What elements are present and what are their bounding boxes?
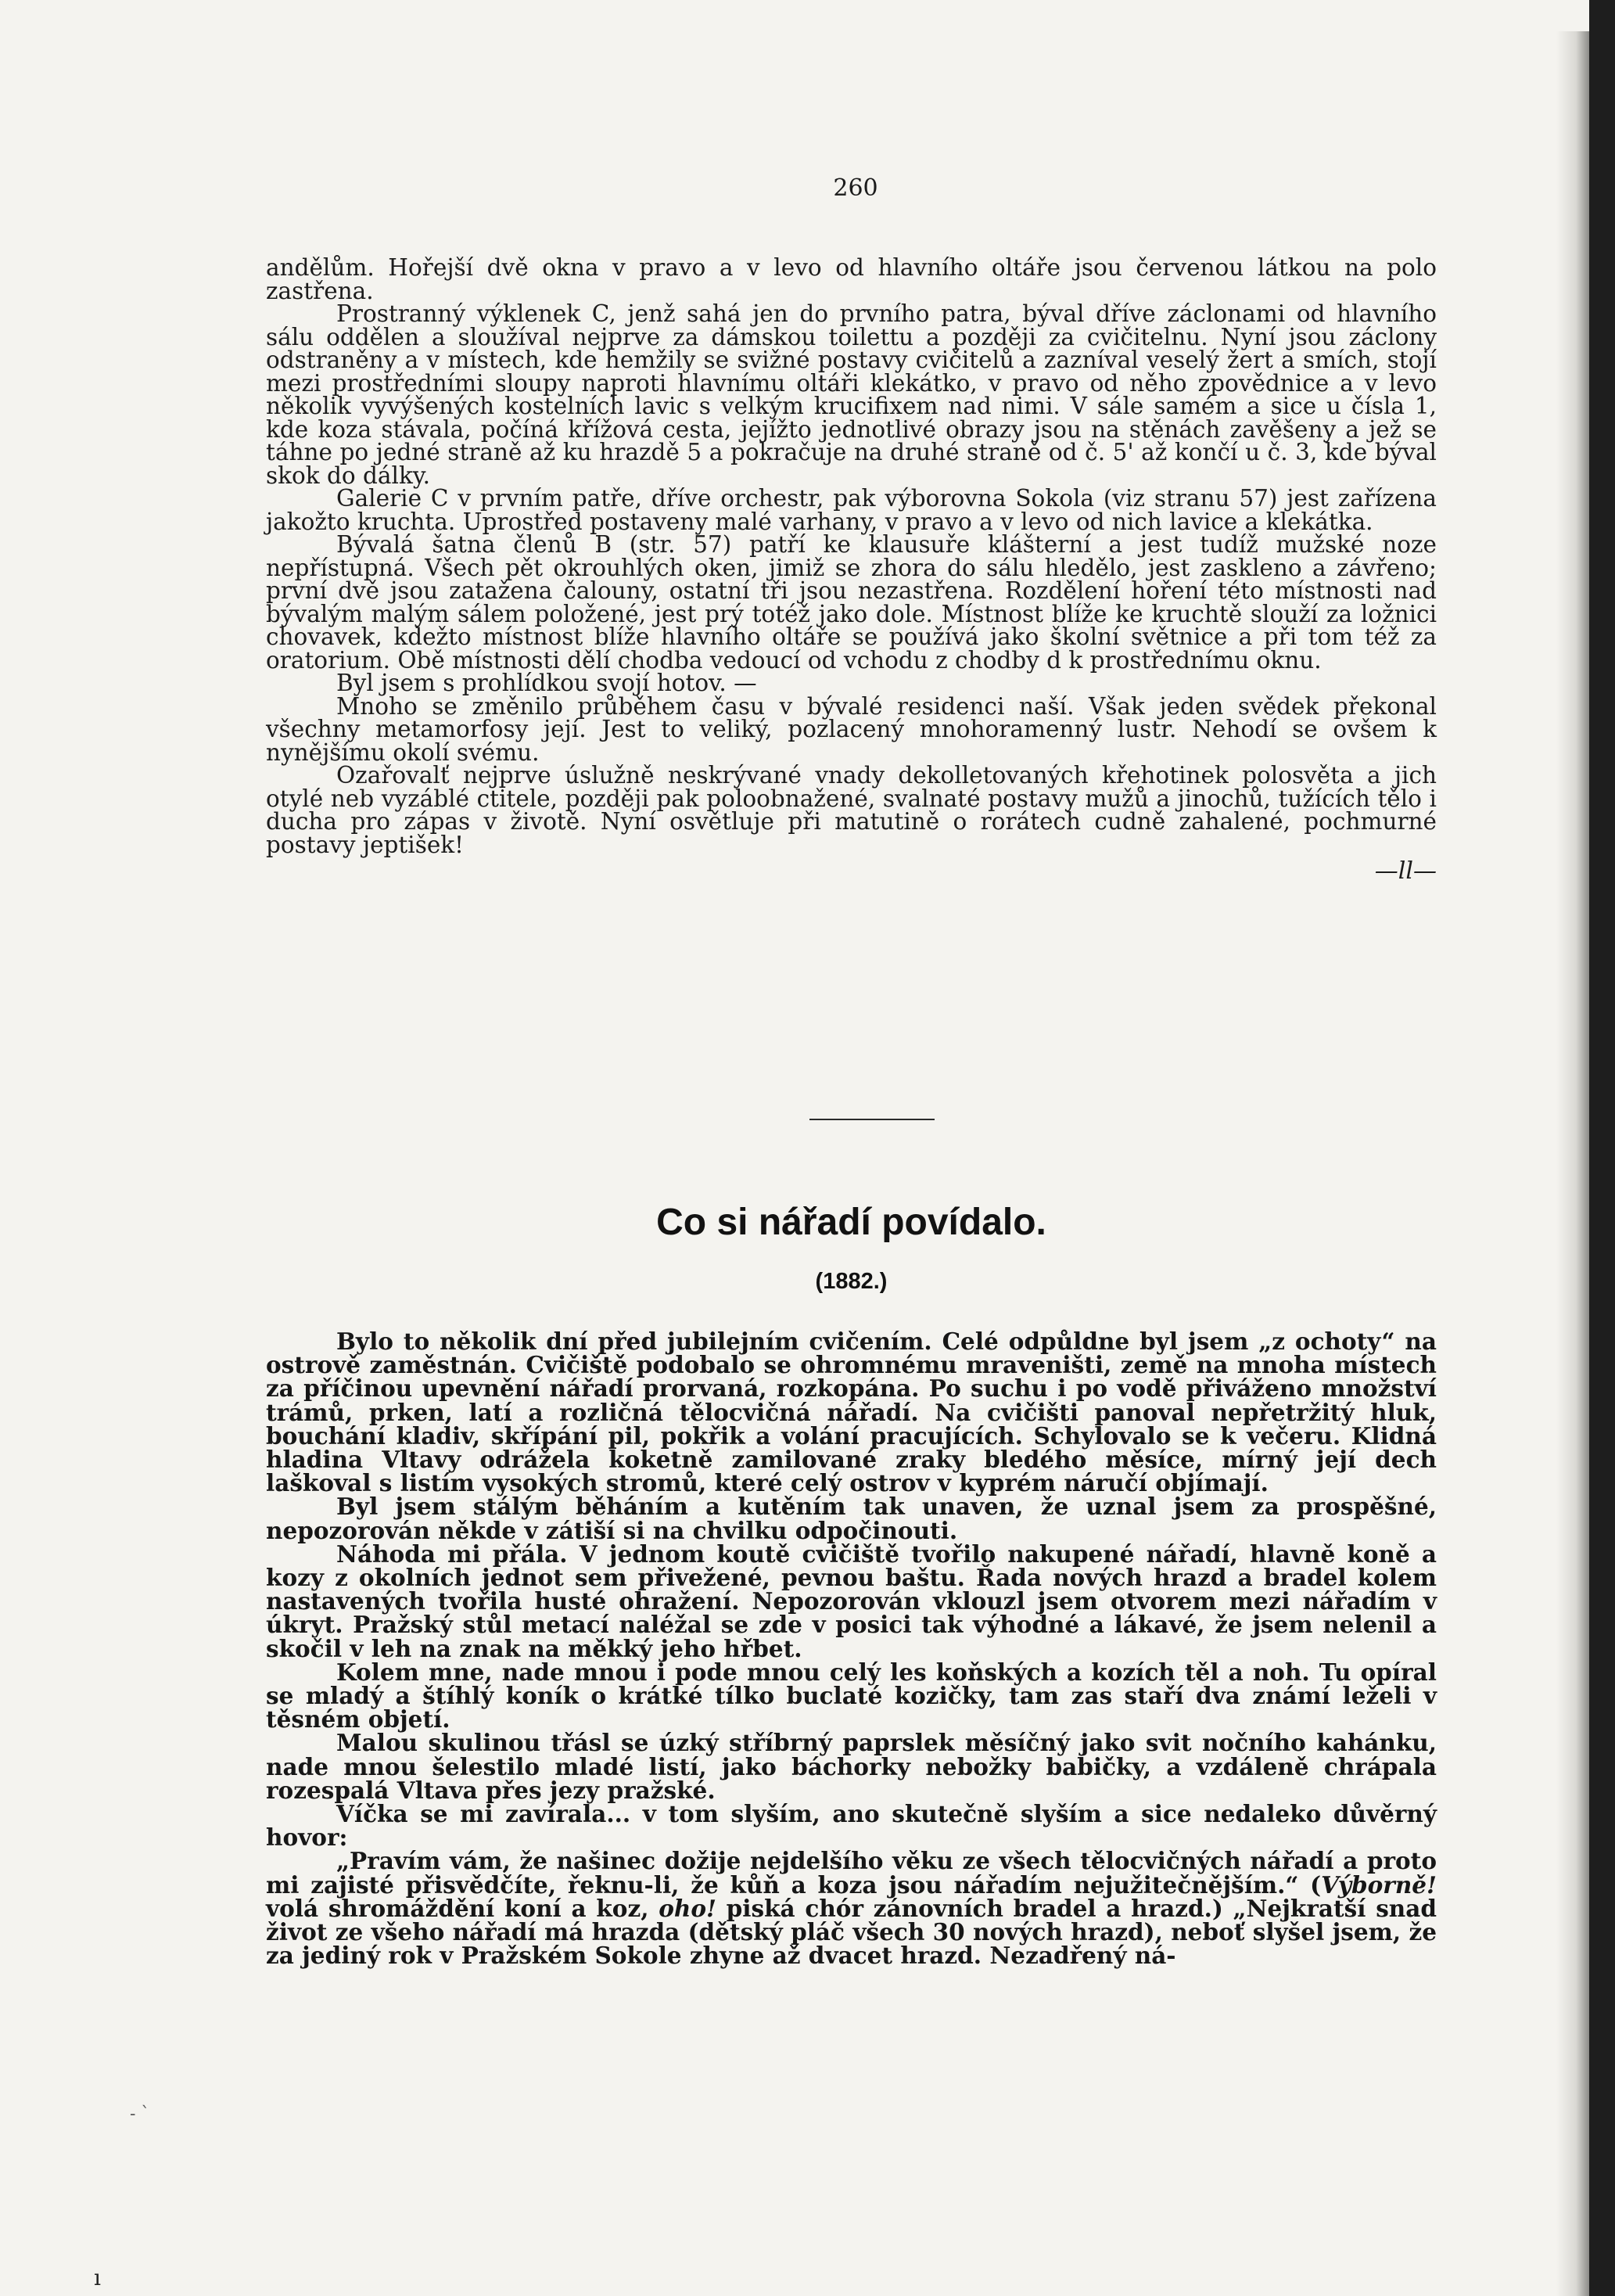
section-divider: [809, 1119, 935, 1120]
dialogue-text: volá shromáždění koní a koz,: [266, 1894, 659, 1922]
dialogue-text: „Pravím vám, že našinec dožije nejdelšího věku ze všech tělocvičných nářadí a proto mi zajisté přisvědčíte, řeknu-li, že kůň a koza jsou nářadím nejužitečnějším.“ (: [266, 1847, 1437, 1899]
paragraph: Byl jsem stálým běháním a kutěním tak unaven, že uznal jsem za prospěšné, nepozorován někde v zátiší si na chvilku odpočinouti.: [266, 1493, 1437, 1544]
paragraph: Galerie C v prvním patře, dříve orchestr, pak výborovna Sokola (viz stranu 57) jest zařízena jakožto kruchta. Uprostřed postaveny malé varhany, v pravo a v levo od nich lavice a klekátka.: [266, 485, 1437, 535]
paragraph: Mnoho se změnilo průběhem času v bývalé residenci naší. Však jeden svědek překonal všechny metamorfosy její. Jest to veliký, pozlacený mnohoramenný lustr. Nehodí se ovšem k nynějšímu okolí svému.: [266, 692, 1437, 766]
paragraph: Bylo to několik dní před jubilejním cvičením. Celé odpůldne byl jsem „z ochoty“ na ostrově zaměstnán. Cvičiště podobalo se ohromnému mraveništi, země na mnoha místech za příčinou upevnění nářadí prorvaná, rozkopána. Po suchu i po vodě přiváženo množství trámů, prken, latí a rozličná tělocvičná nářadí. Na cvičišti panoval nepřetržitý hluk, bouchání kladiv, skřípání pil, pokřik a volání pracujících. Schylovalo se k večeru. Klidná hladina Vltavy odrážela koketně zamilované zraky bledého měsíce, mírný její dech laškoval s listím vysokých stromů, které celý ostrov v kyprém náručí objímají.: [266, 1328, 1437, 1497]
section-two-text: [266, 1328, 1437, 1970]
dialogue-exclamation: oho!: [659, 1894, 716, 1922]
page-number: 260: [833, 174, 878, 202]
paragraph: Byl jsem s prohlídkou svojí hotov. —: [336, 670, 757, 696]
paragraph: Ozařovalť nejprve úslužně neskrývané vnady dekolletovaných křehotinek polosvěta a jich otylé neb vyzáblé ctitele, později pak poloobnažené, svalnaté postavy mužů a jinochů, tužících tělo i ducha pro zápas v životě. Nyní osvětluje při matutině o rorátech cudně zahalené, pochmurné postavy jeptišek!: [266, 762, 1437, 858]
paragraph-dialogue: [266, 1847, 1437, 1970]
paragraph: Bývalá šatna členů B (str. 57) patří ke klausuře klášterní a jest tudíž mužské noze nepřístupná. Všech pět okrouhlých oken, jimiž se zhora do sálu hledělo, jest zaskleno a závřeno; první dvě jsou zatažena čalouny, ostatní tři jsou nezastřena. Rozdělení hoření této místnosti nad bývalým malým sálem položené, jest prý totéž jako dole. Místnost blíže ke kruchtě slouží za ložnici chovavek, kdežto místnost blíže hlavního oltáře se používá jako školní světnice a při tom též za oratorium. Obě místnosti dělí chodba vedoucí od vchodu z chodby d k prostřednímu oknu.: [266, 531, 1437, 674]
author-signature: —ll—: [1374, 857, 1437, 885]
article-title: Co si nářadí povídalo.: [656, 1202, 1046, 1243]
paragraph: Kolem mne, nade mnou i pode mnou celý les koňských a kozích těl a noh. Tu opíral se mladý a štíhlý koník o krátké tílko buclaté kozičky, tam zas staří dva známí leželi v těsném objetí.: [266, 1658, 1437, 1734]
paragraph: andělům. Hořejší dvě okna v pravo a v levo od hlavního oltáře jsou červenou látkou na polo zastřena.: [266, 254, 1437, 304]
scanner-edge: [1589, 0, 1615, 2296]
scan-speck: ı: [94, 2265, 101, 2291]
page-edge-shadow: [1556, 31, 1589, 2296]
paragraph: Náhoda mi přála. V jednom koutě cvičiště tvořilo nakupené nářadí, hlavně koně a kozy z okolních jednot sem přivežené, pevnou baštu. Řada nových hrazd a bradel kolem nastavených tvořila husté ohražení. Nepozorován vklouzl jsem otvorem mezi nářadím v úkryt. Pražský stůl metací naléžal se zde v posici tak výhodné a lákavé, že jsem nelenil a skočil v leh na znak na měkký jeho hřbet.: [266, 1540, 1437, 1662]
article-year: (1882.): [815, 1269, 888, 1294]
paragraph: Prostranný výklenek C, jenž sahá jen do prvního patra, býval dříve záclonami od hlavního sálu oddělen a sloužíval nejprve za dámskou toilettu a později za cvičitelnu. Nyní jsou záclony odstraněny a v místech, kde hemžily se svižné postavy cvičitelů a zazníval veselý žert a smích, stojí mezi prostředními sloupy naproti hlavnímu oltáři klekátko, v pravo od něho zpovědnice a v levo několik vyvýšených kostelních lavic s velkým krucifixem nad nimi. V sále samém a sice u čísla 1, kde koza stávala, počíná křížová cesta, jejížto jednotlivé obrazy jsou na stěnách zavěšeny a jež se táhne po jedné straně až ku hrazdě 5 a pokračuje na druhé straně od č. 5' až končí u č. 3, kde býval skok do dálky.: [266, 300, 1437, 489]
paragraph: Malou skulinou třásl se úzký stříbrný paprslek měsíčný jako svit nočního kahánku, nade mnou šelestilo mladé listí, jako báchorky nebožky babičky, a vzdáleně chrápala rozespalá Vltava přes jezy pražské.: [266, 1729, 1437, 1804]
paragraph: Víčka se mi zavírala... v tom slyším, ano skutečně slyším a sice nedaleko důvěrný hovor:: [266, 1800, 1437, 1852]
dialogue-exclamation: Výborně!: [1321, 1870, 1437, 1899]
section-one-text: [266, 254, 1437, 885]
dialogue-text: piská chór zánovních bradel a hrazd.) „Nejkratší snad život ze všeho nářadí má hrazda (dětský pláč všech 30 nových hrazd), neboť slyšel jsem, že za jediný rok v Pražském Sokole zhyne až dvacet hrazd. Nezadřený ná-: [266, 1894, 1437, 1970]
scan-speck: - ˋ: [130, 2104, 150, 2124]
